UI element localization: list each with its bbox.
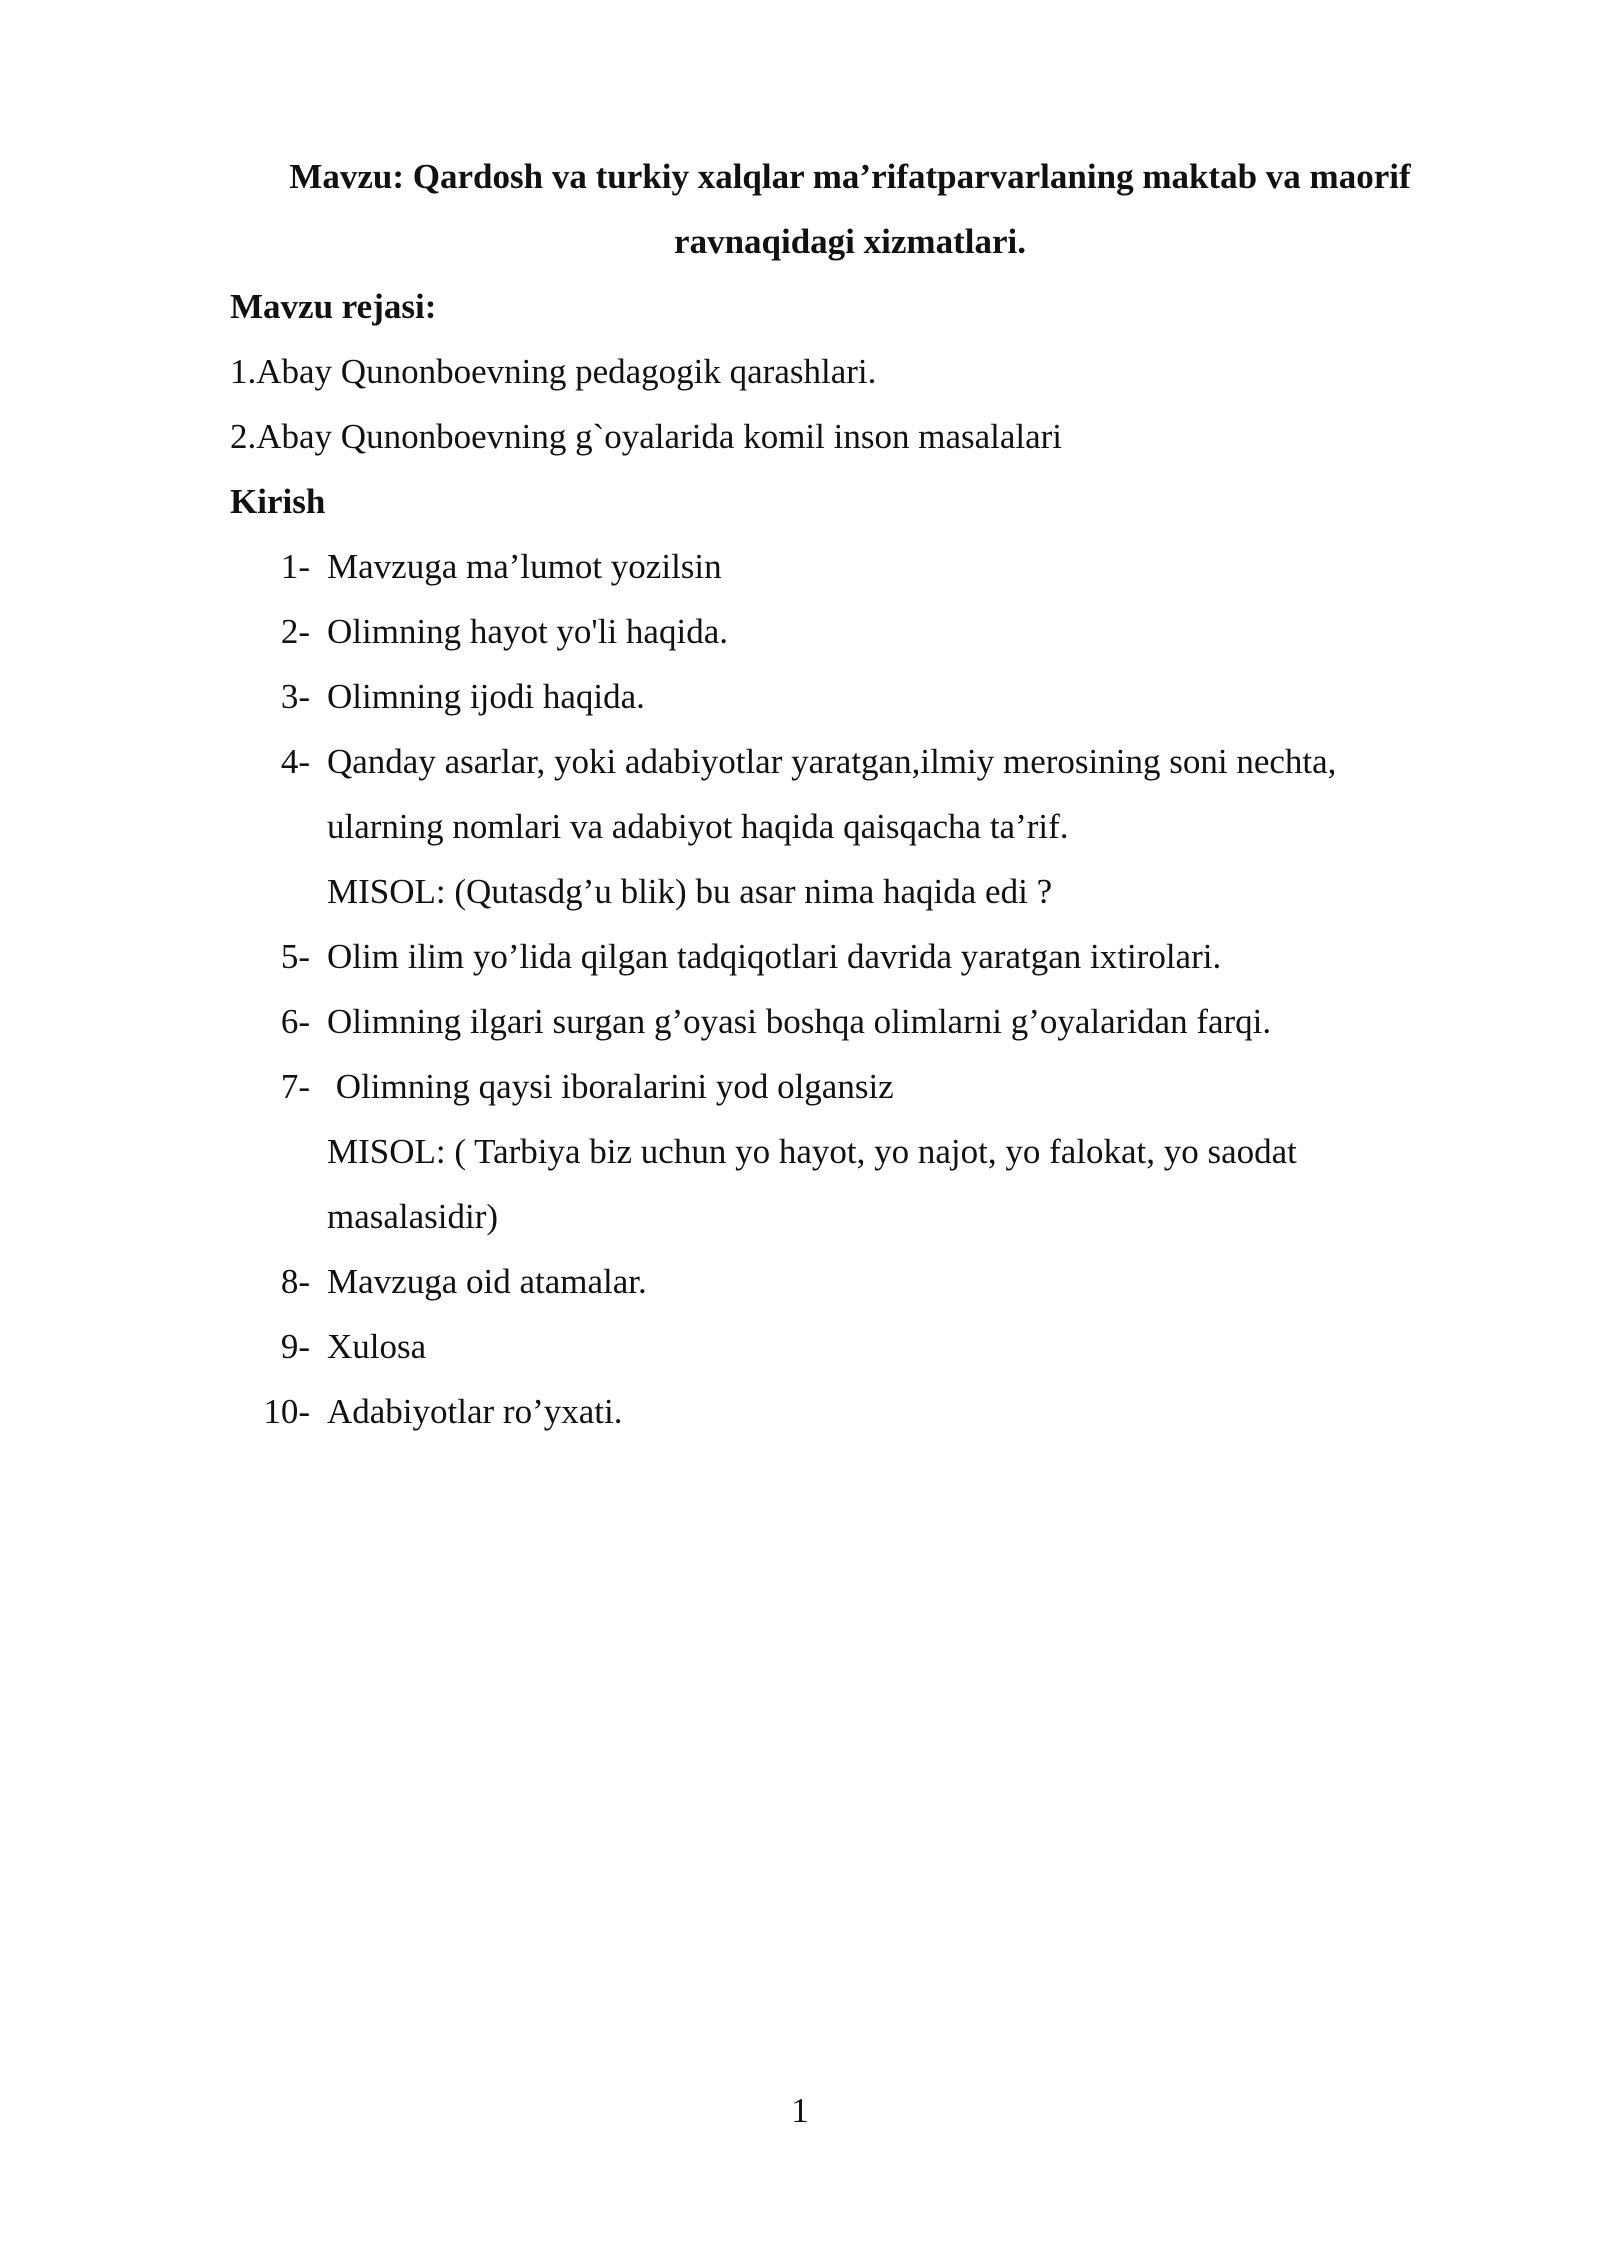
list-item-text: Olim ilim yo’lida qilgan tadqiqotlari davrida yaratgan ixtirolari.: [327, 937, 1222, 976]
plan-heading: Mavzu rejasi:: [230, 287, 437, 326]
list-item-number: 1-: [280, 547, 310, 586]
list-item-example-continued: masalasidir): [327, 1197, 499, 1236]
list-item-text: Xulosa: [327, 1327, 427, 1366]
intro-heading: Kirish: [230, 482, 326, 521]
list-item-text: Mavzuga oid atamalar.: [327, 1262, 647, 1301]
list-item-number: 8-: [280, 1262, 310, 1301]
list-item-text: Olimning ijodi haqida.: [327, 677, 645, 716]
list-item-text: Olimning hayot yo'li haqida.: [327, 612, 728, 651]
list-item-number: 3-: [280, 677, 310, 716]
list-item-number: 5-: [280, 937, 310, 976]
list-item-text: Mavzuga ma’lumot yozilsin: [327, 547, 722, 586]
list-item-text: Adabiyotlar ro’yxati.: [327, 1392, 623, 1431]
list-item-text: Olimning ilgari surgan g’oyasi boshqa olimlarni g’oyalaridan farqi.: [327, 1002, 1272, 1041]
list-item-example: MISOL: ( Tarbiya biz uchun yo hayot, yo najot, yo falokat, yo saodat: [327, 1132, 1297, 1171]
list-item-number: 7-: [280, 1067, 310, 1106]
document-title: [230, 144, 1470, 274]
list-item-number: 9-: [280, 1327, 310, 1366]
list-item-number: 6-: [280, 1002, 310, 1041]
list-item-text-continued: ularning nomlari va adabiyot haqida qaisqacha ta’rif.: [327, 807, 1069, 846]
list-item-text: Olimning qaysi iboralarini yod olgansiz: [327, 1067, 894, 1106]
list-item-number: 10-: [263, 1392, 310, 1431]
plan-item-1: 1.Abay Qunonboevning pedagogik qarashlari.: [230, 352, 877, 391]
list-item-number: 2-: [280, 612, 310, 651]
list-item-example: MISOL: (Qutasdg’u blik) bu asar nima haqida edi ?: [327, 872, 1053, 911]
title-line-2: ravnaqidagi xizmatlari.: [674, 222, 1026, 261]
list-item-text: Qanday asarlar, yoki adabiyotlar yaratgan,ilmiy merosining soni nechta,: [327, 742, 1337, 781]
plan-item-2: 2.Abay Qunonboevning g`oyalarida komil inson masalalari: [230, 417, 1063, 456]
title-line-1: Mavzu: Qardosh va turkiy xalqlar ma’rifatparvarlaning maktab va maorif: [289, 157, 1411, 196]
list-item-number: 4-: [280, 742, 310, 781]
page-number: 1: [791, 2091, 809, 2130]
